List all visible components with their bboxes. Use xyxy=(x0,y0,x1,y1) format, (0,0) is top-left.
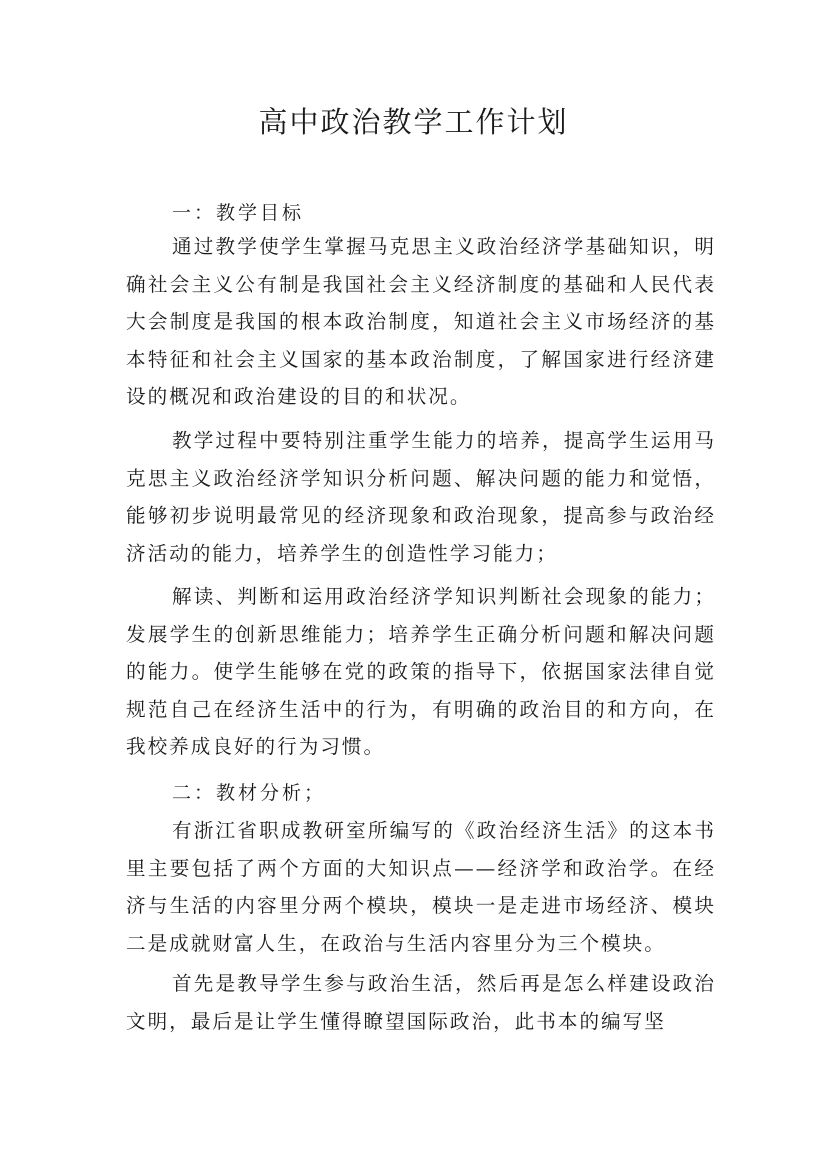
paragraph-textbook-1: 有浙江省职成教研室所编写的《政治经济生活》的这本书里主要包括了两个方面的大知识点——经济学和政治学。在经济与生活的内容里分两个模块，模块一是走进市场经济、模块二是成就财富人生，在政治与生活内容里分为三个模块。 xyxy=(126,819,716,955)
section-heading-teaching-goals: 一：教学目标 xyxy=(172,202,305,224)
paragraph-goals-3: 解读、判断和运用政治经济学知识判断社会现象的能力；发展学生的创新思维能力；培养学生正确分析问题和解决问题的能力。使学生能够在党的政策的指导下，依据国家法律自觉规范自己在经济生活中的行为，有明确的政治目的和方向，在我校养成良好的行为习惯。 xyxy=(126,585,716,758)
document-title: 高中政治教学工作计划 xyxy=(258,105,569,139)
section-heading-textbook-analysis: 二：教材分析； xyxy=(172,782,327,804)
paragraph-goals-2: 教学过程中要特别注重学生能力的培养，提高学生运用马克思主义政治经济学知识分析问题、解决问题的能力和觉悟，能够初步说明最常见的经济现象和政治现象，提高参与政治经济活动的能力，培养学生的创造性学习能力； xyxy=(126,429,716,565)
paragraph-goals-1: 通过教学使学生掌握马克思主义政治经济学基础知识，明确社会主义公有制是我国社会主义经济制度的基础和人民代表大会制度是我国的根本政治制度，知道社会主义市场经济的基本特征和社会主义国家的基本政治制度，了解国家进行经济建设的概况和政治建设的目的和状况。 xyxy=(126,235,716,408)
paragraph-textbook-2: 首先是教导学生参与政治生活，然后再是怎么样建设政治文明，最后是让学生懂得瞭望国际政治，此书本的编写坚 xyxy=(126,972,716,1033)
